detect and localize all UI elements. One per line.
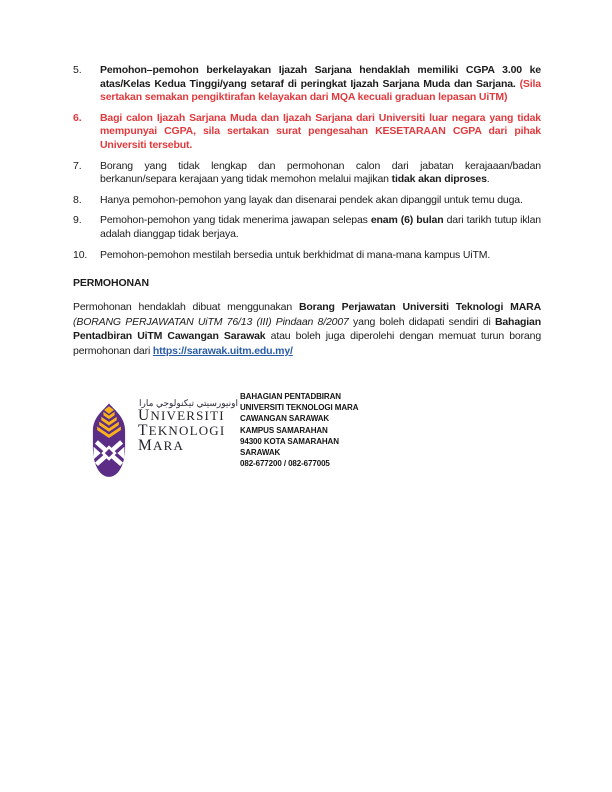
text-segment: yang boleh didapati sendiri di [348, 315, 495, 328]
list-item-text [100, 64, 541, 105]
text-segment: Pemohon-pemohon yang tidak menerima jawapan selepas [100, 214, 371, 227]
list-item-text [100, 194, 541, 208]
list-item-text [100, 160, 541, 187]
list-item-number: 10. [73, 248, 88, 261]
text-segment: enam (6) bulan [370, 214, 444, 227]
text-segment: (BORANG PERJAWATAN UiTM 76/13 (III) Pindaan 8/2007 [73, 315, 349, 328]
text-segment: dari tarikh tutup iklan adalah dianggap tidak berjaya. [100, 214, 541, 240]
list-item-text [100, 249, 541, 263]
permohonan-paragraph [73, 300, 541, 358]
permohonan-heading: PERMOHONAN [73, 277, 150, 290]
text-segment: Bahagian Pentadbiran UiTM Cawangan Sarawak [73, 315, 541, 343]
address-line: BAHAGIAN PENTADBIRAN [240, 392, 341, 401]
address-line: CAWANGAN SARAWAK [240, 414, 330, 424]
address-line: 082-677200 / 082-677005 [240, 459, 330, 469]
list-item-text [100, 112, 541, 153]
uitm-jawi-calligraphy: اونيورسيتي تيكنولوجي مارا [139, 398, 238, 408]
wordmark-mara: MARA [138, 436, 185, 454]
wordmark-universiti: UNIVERSITI [138, 407, 225, 424]
text-segment: (Sila sertakan semakan pengiktirafan kelayakan dari MQA kecuali graduan lepasan UiTM) [100, 77, 541, 104]
list-item [73, 112, 541, 153]
address-block [240, 391, 358, 469]
text-segment: Bagi calon Ijazah Sarjana Muda dan Ijazah Sarjana dari Universiti luar negara yang tidak mempunyai CGPA, sila sertakan surat pengesahan KESETARAAN CGPA dari pihak Universiti tersebut. [100, 111, 541, 151]
list-item [73, 64, 541, 105]
text-segment: tidak akan diproses [391, 173, 487, 186]
list-item-text [100, 214, 541, 241]
list-item [73, 249, 541, 263]
text-segment: atau boleh juga diperolehi dengan memuat turun borang permohonan dari [73, 330, 542, 357]
list-item-number: 7. [73, 159, 82, 172]
list-item-number: 5. [73, 64, 82, 76]
text-segment: Pemohon-pemohon mestilah bersedia untuk berkhidmat di mana-mana kampus UiTM. [100, 248, 491, 261]
list-item [73, 194, 541, 208]
text-segment: Borang Perjawatan Universiti Teknologi MARA [298, 301, 542, 314]
text-segment: Permohonan hendaklah dibuat menggunakan [73, 301, 299, 314]
list-item [73, 214, 541, 241]
wordmark-teknologi: TEKNOLOGI [138, 421, 226, 439]
list-item-number: 6. [73, 111, 82, 124]
uitm-logo-icon [88, 402, 130, 479]
text-segment: Borang yang tidak lengkap dan permohonan calon dari jabatan kerajaaan/badan berkanun/separa kerajaan yang tidak memohon melalui majikan [100, 159, 541, 186]
address-line: SARAWAK [240, 448, 281, 458]
text-segment: Hanya pemohon-pemohon yang layak dan disenarai pendek akan dipanggil untuk temu duga. [100, 193, 523, 206]
text-segment: . [486, 173, 490, 186]
address-line: UNIVERSITI TEKNOLOGI MARA [240, 403, 359, 413]
list-item [73, 160, 541, 187]
instruction-list [73, 64, 541, 262]
list-item-number: 8. [73, 193, 82, 206]
list-item-number: 9. [73, 214, 82, 227]
page-content [73, 64, 541, 359]
address-line: 94300 KOTA SAMARAHAN [240, 436, 339, 446]
text-segment: Pemohon–pemohon berkelayakan Ijazah Sarjana hendaklah memiliki CGPA 3.00 ke atas/Kelas Kedua Tinggi/yang setaraf di peringkat Ijazah Sarjana Muda dan Sarjana. [100, 64, 541, 90]
sarawak-uitm-link[interactable]: https://sarawak.uitm.edu.my/ [152, 344, 293, 357]
address-line: KAMPUS SAMARAHAN [240, 425, 328, 435]
uitm-wordmark [138, 397, 238, 453]
